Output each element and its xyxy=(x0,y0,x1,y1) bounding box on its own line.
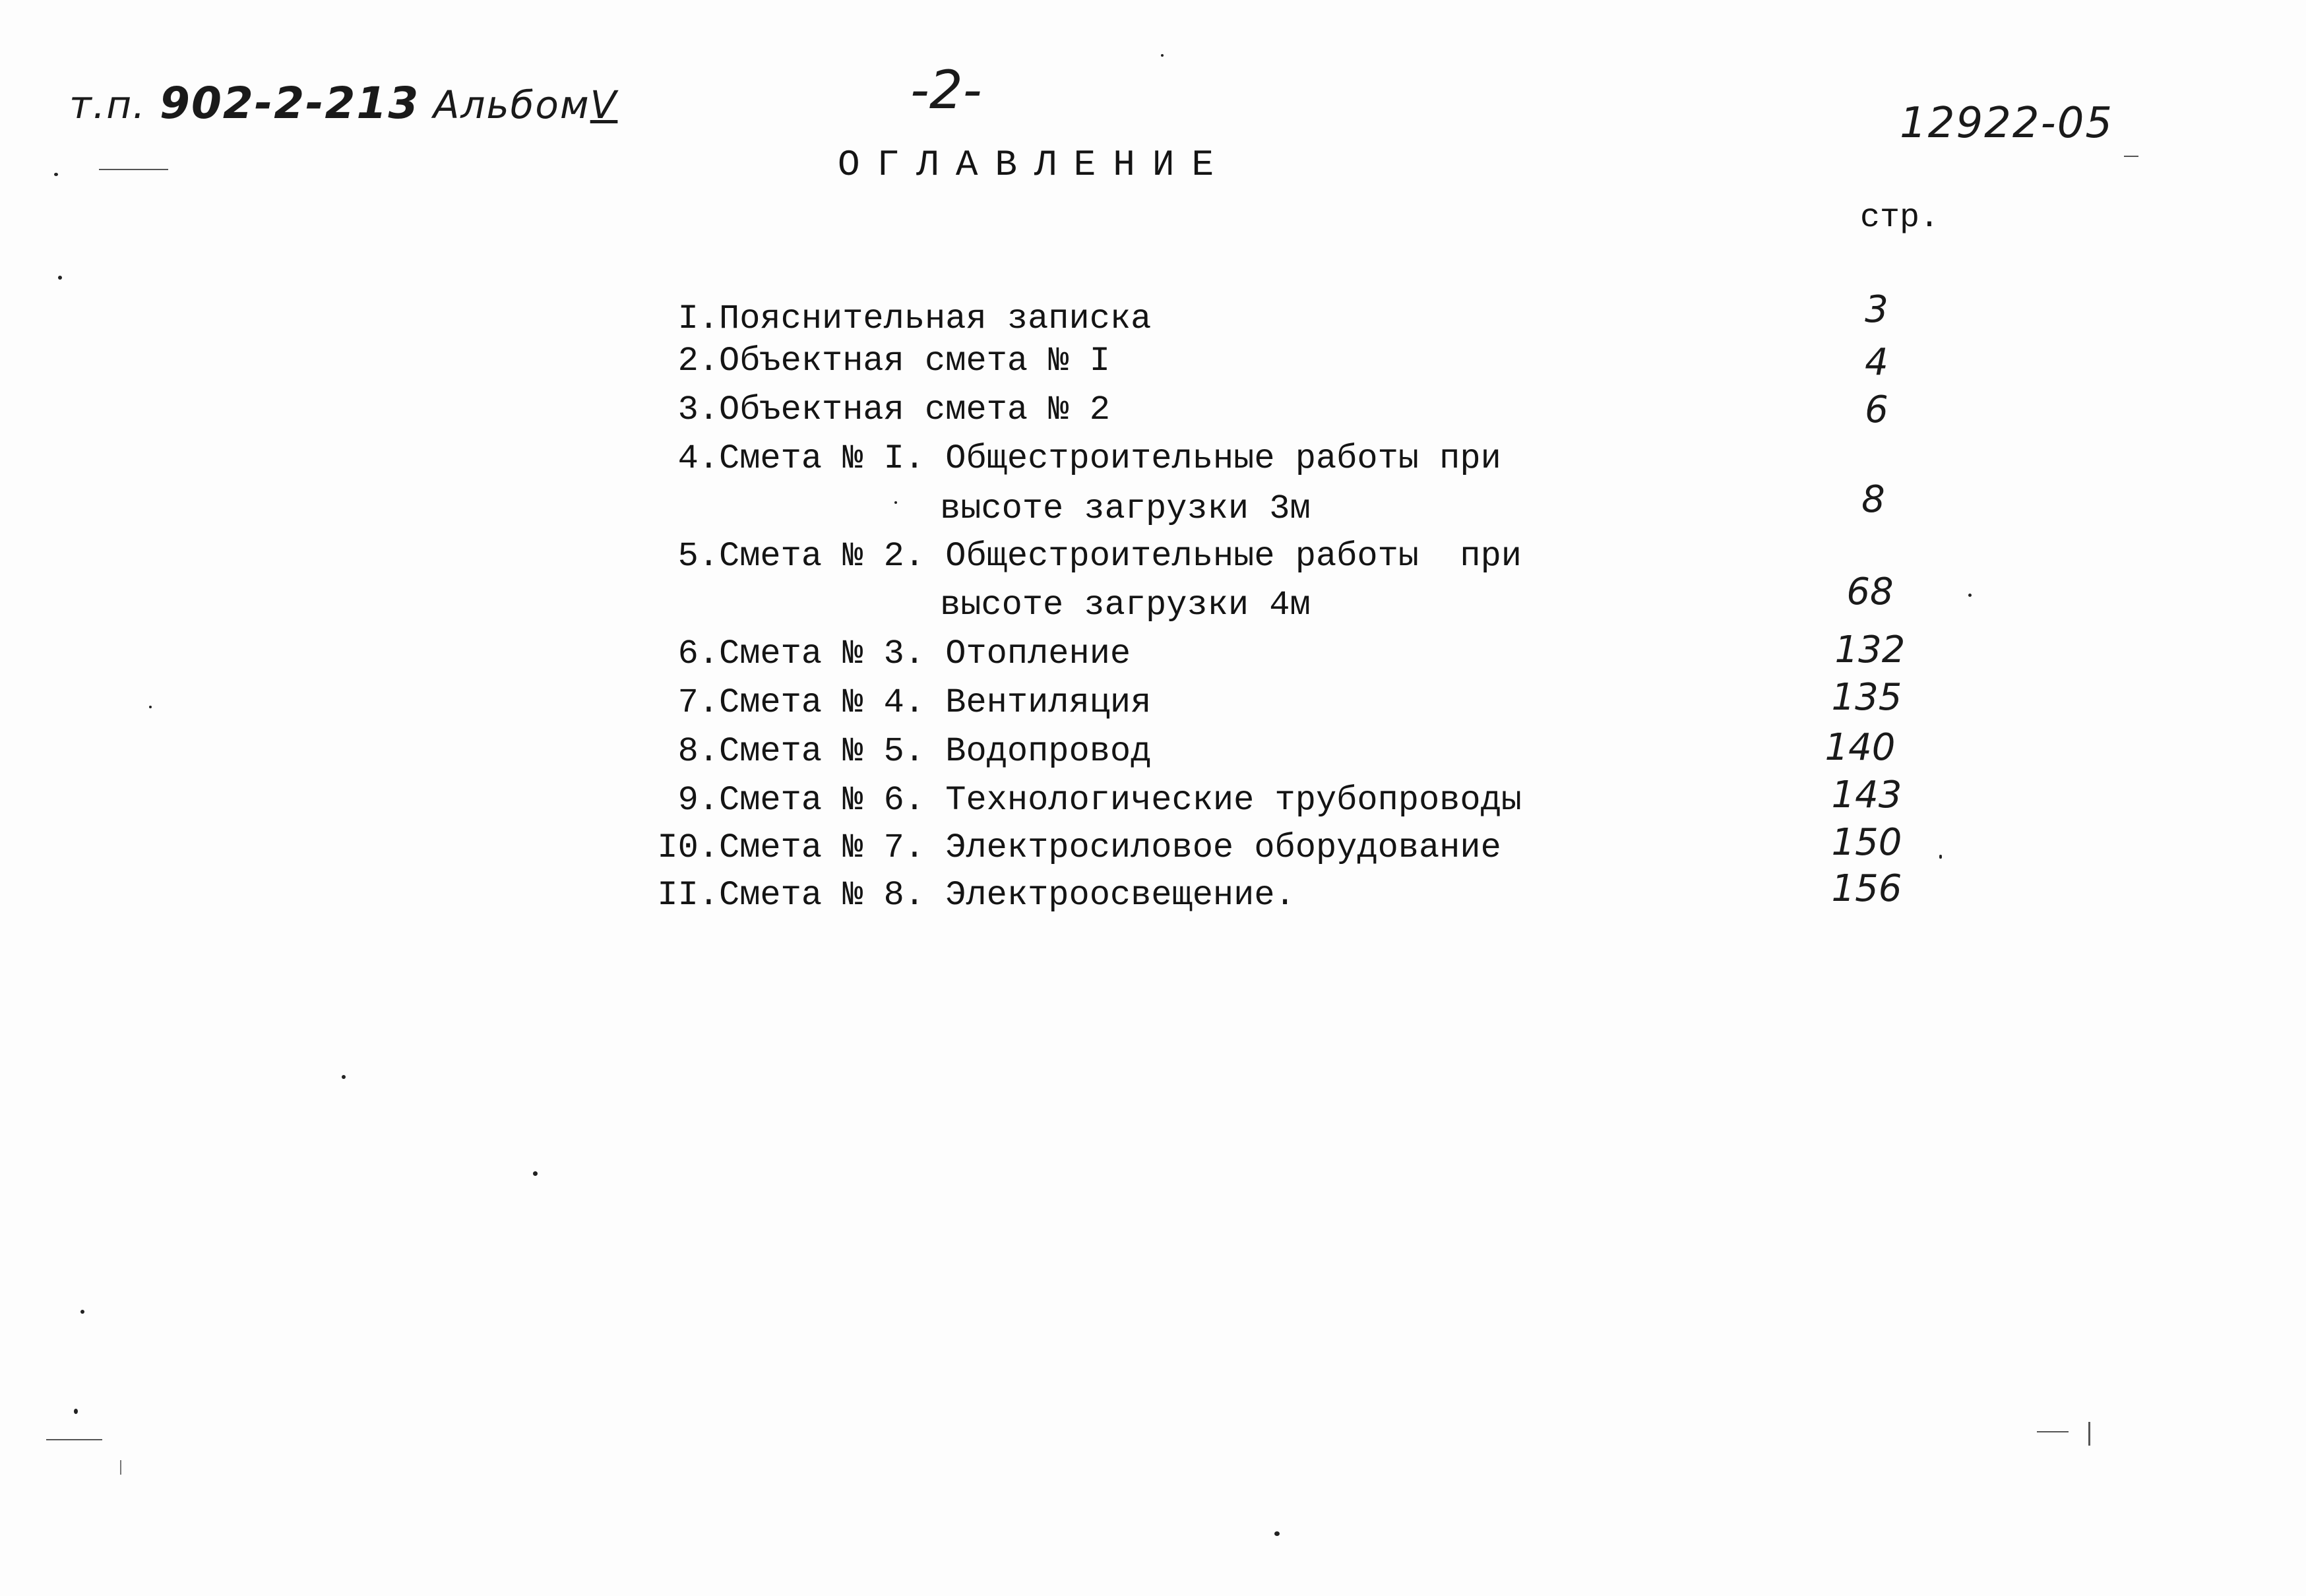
tp-prefix: т.п. xyxy=(69,82,146,127)
toc-entry-page: 132 xyxy=(1834,629,1906,671)
scan-line xyxy=(46,1439,102,1440)
page-number: -2- xyxy=(910,59,982,121)
scan-line xyxy=(99,169,168,170)
scan-line xyxy=(2124,156,2138,157)
toc-entry-page: 68 xyxy=(1846,570,1894,613)
toc-entry-number: 9. xyxy=(677,781,719,820)
scan-line xyxy=(2088,1422,2090,1446)
scan-speck xyxy=(1939,856,1942,859)
scan-speck xyxy=(80,1310,84,1314)
toc-entry-title: Смета № I. Общестроительные работы при xyxy=(719,439,1501,478)
toc-entry-title: Объектная смета № I xyxy=(719,342,1110,381)
scan-speck xyxy=(342,1075,346,1079)
toc-entry-title: Смета № 7. Электросиловое оборудование xyxy=(719,828,1501,867)
toc-entry-title: Смета № 4. Вентиляция xyxy=(719,683,1152,722)
toc-entry-page: 150 xyxy=(1831,821,1902,864)
toc-entry-number: 4. xyxy=(677,439,719,478)
scan-speck xyxy=(74,1409,78,1414)
toc-entry-number: 8. xyxy=(677,732,719,771)
toc-entry-page: 135 xyxy=(1831,676,1902,719)
album-number: V xyxy=(590,82,618,127)
toc-entry-page: 140 xyxy=(1824,726,1896,769)
scan-speck xyxy=(1161,54,1164,57)
toc-entry-title: Смета № 8. Электроосвещение. xyxy=(719,876,1295,915)
scan-speck xyxy=(149,706,152,708)
album-label: Альбом xyxy=(433,82,590,127)
toc-entry-title: Смета № 3. Отопление xyxy=(719,634,1131,673)
scan-speck xyxy=(1274,1531,1280,1536)
toc-entry-number: 6. xyxy=(677,634,719,673)
toc-entry-number: 2. xyxy=(677,342,719,381)
toc-entry-title: Объектная смета № 2 xyxy=(719,390,1110,429)
toc-entry-continuation: высоте загрузки 3м xyxy=(940,489,1311,528)
toc-entry-title: Смета № 6. Технологические трубопроводы xyxy=(719,781,1522,820)
project-reference xyxy=(69,78,617,129)
toc-entry-page: 156 xyxy=(1831,867,1902,910)
toc-entry-title: Смета № 5. Водопровод xyxy=(719,732,1152,771)
toc-entry-page: 6 xyxy=(1865,388,1888,431)
toc-entry-number: 3. xyxy=(677,390,719,429)
toc-entry-title: Смета № 2. Общестроительные работы при xyxy=(719,537,1522,576)
scan-speck xyxy=(58,276,62,280)
scan-speck xyxy=(54,173,58,176)
tp-number: 902-2-213 xyxy=(160,78,420,129)
toc-entry-page: 8 xyxy=(1861,478,1885,521)
toc-entry-title: Пояснительная записка xyxy=(719,299,1152,338)
page-column-header: стр. xyxy=(1860,199,1940,237)
toc-entry-number: 7. xyxy=(677,683,719,722)
toc-entry-number: I. xyxy=(677,299,719,338)
toc-entry-number: II. xyxy=(657,876,719,915)
toc-entry-page: 143 xyxy=(1831,774,1902,816)
document-number: 12922-05 xyxy=(1900,99,2114,148)
scan-speck xyxy=(894,501,897,504)
scan-line xyxy=(2037,1431,2069,1432)
scan-speck xyxy=(1968,594,1972,597)
toc-entry-number: 5. xyxy=(677,537,719,576)
scan-line xyxy=(120,1460,121,1475)
toc-entry-page: 3 xyxy=(1865,288,1888,331)
scan-speck xyxy=(533,1171,538,1176)
toc-entry-number: I0. xyxy=(657,828,719,867)
toc-entry-page: 4 xyxy=(1865,341,1888,384)
toc-entry-continuation: высоте загрузки 4м xyxy=(940,586,1311,625)
page-title: ОГЛАВЛЕНИЕ xyxy=(838,144,1231,186)
